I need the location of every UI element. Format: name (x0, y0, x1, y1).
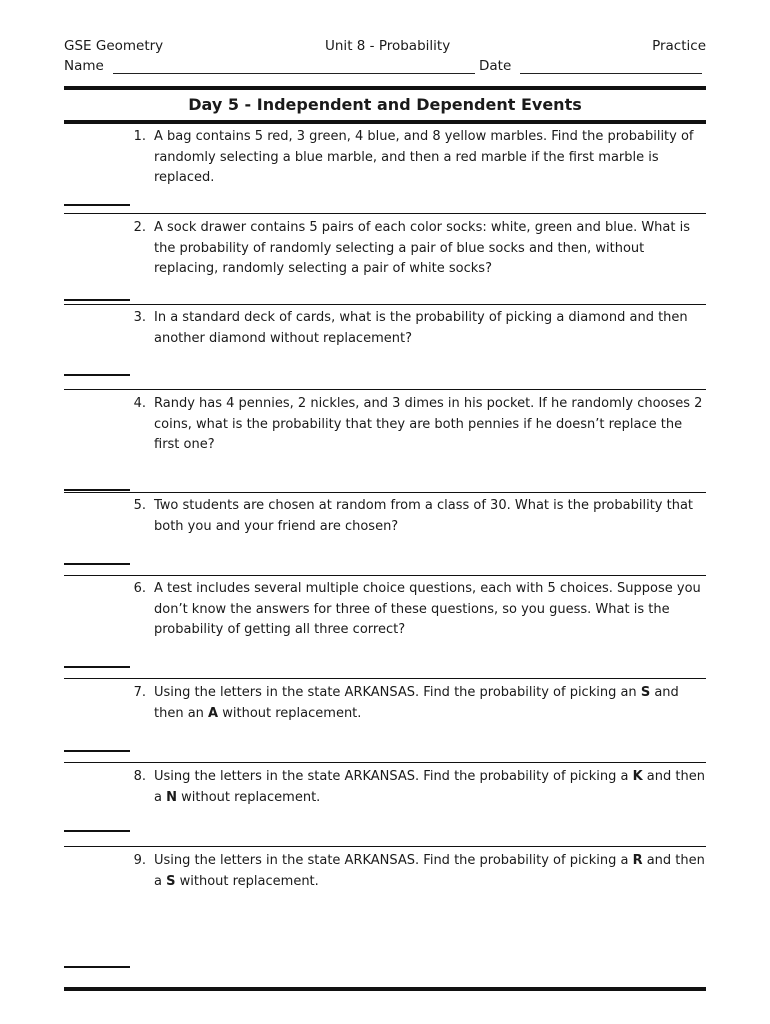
bottom-rule (64, 987, 706, 991)
question-text: A bag contains 5 red, 3 green, 4 blue, and 8 yellow marbles. Find the probability of randomly selecting a blue marble, and then a red marble if the first marble is replaced. (154, 129, 694, 185)
worksheet-type: Practice (652, 38, 706, 54)
answer-blank-5[interactable] (64, 563, 130, 565)
name-field[interactable] (113, 73, 475, 74)
question-text: Randy has 4 pennies, 2 nickles, and 3 dimes in his pocket. If he randomly chooses 2 coins, what is the probability that they are both pennies if he doesn’t replace the first one? (154, 396, 703, 452)
divider (64, 304, 706, 305)
divider (64, 492, 706, 493)
date-field[interactable] (520, 73, 702, 74)
question-number: 9. (133, 853, 146, 868)
divider (64, 678, 706, 679)
divider (64, 389, 706, 390)
title-rule (64, 120, 706, 124)
divider (64, 575, 706, 576)
question-text: Using the letters in the state ARKANSAS. Find the probability of picking a K and then a N without replacement. (154, 769, 705, 805)
question-number: 3. (133, 310, 146, 325)
answer-blank-3[interactable] (64, 374, 130, 376)
question-text: Two students are chosen at random from a class of 30. What is the probability that both you and your friend are chosen? (154, 498, 694, 534)
question-text: A test includes several multiple choice questions, each with 5 choices. Suppose you don’t know the answers for three of these questions, so you guess. What is the probability of getting all three correct? (154, 581, 701, 637)
date-label: Date (479, 58, 512, 74)
question-number: 5. (133, 498, 146, 513)
answer-blank-1[interactable] (64, 204, 130, 206)
question-number: 7. (133, 685, 146, 700)
answer-blank-7[interactable] (64, 750, 130, 752)
question-number: 6. (133, 581, 146, 596)
top-rule (64, 86, 706, 90)
question-number: 4. (133, 396, 146, 411)
question-text: In a standard deck of cards, what is the probability of picking a diamond and then another diamond without replacement? (154, 310, 688, 346)
answer-blank-4[interactable] (64, 489, 130, 491)
course-label: GSE Geometry (64, 38, 164, 54)
page-title: Day 5 - Independent and Dependent Events (188, 95, 582, 114)
question-number: 1. (133, 129, 146, 144)
question-text: A sock drawer contains 5 pairs of each color socks: white, green and blue. What is the probability of randomly selecting a pair of blue socks and then, without replacing, randomly selecting a pair of white socks? (154, 220, 691, 276)
unit-label: Unit 8 - Probability (325, 38, 451, 54)
question-text: Using the letters in the state ARKANSAS. Find the probability of picking an S and then an A without replacement. (154, 685, 679, 721)
answer-blank-8[interactable] (64, 830, 130, 832)
answer-blank-2[interactable] (64, 299, 130, 301)
divider (64, 762, 706, 763)
answer-blank-9[interactable] (64, 966, 130, 968)
answer-blank-6[interactable] (64, 666, 130, 668)
divider (64, 213, 706, 214)
question-text: Using the letters in the state ARKANSAS. Find the probability of picking a R and then a S without replacement. (154, 853, 705, 889)
name-label: Name (64, 58, 104, 74)
question-number: 8. (133, 769, 146, 784)
question-number: 2. (133, 220, 146, 235)
divider (64, 846, 706, 847)
